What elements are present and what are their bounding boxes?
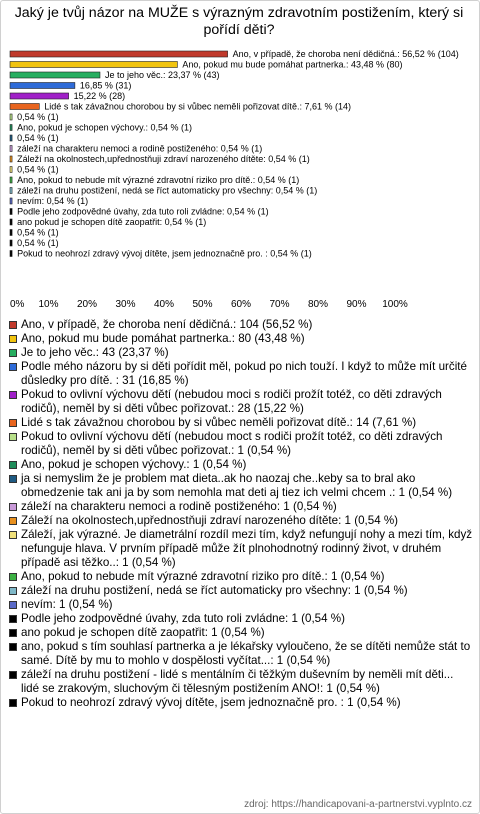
bar-label-6: Lidé s tak závažnou chorobou by si vůbec neměli pořizovat dítě.: 7,61 % (14)	[44, 101, 351, 112]
bar-13	[10, 177, 12, 183]
bar-label-4: 16,85 % (31)	[79, 80, 132, 91]
legend-label: Podle mého názoru by si děti pořídit měl, pokud po nich touží. I když to může mít určité důsledky pro dítě. : 31 (16,85 %)	[21, 360, 467, 387]
legend-swatch	[9, 475, 17, 483]
bar-1	[10, 51, 228, 57]
legend-swatch	[9, 335, 17, 343]
bar-label-3: Je to jeho věc.: 23,37 % (43)	[104, 70, 220, 80]
legend-label: ano pokud je schopen dítě zaopatřit: 1 (0,54 %)	[21, 626, 265, 639]
legend-swatch	[9, 433, 17, 441]
legend-label: ja si nemyslim že je problem mat dieta..ak ho naozaj che..keby sa to bral ako obmedzenie tak ani ja by som nemohla mat deti aj tiez ich velmi chcem .: 1 (0,54 %)	[21, 472, 453, 499]
legend-item	[8, 514, 474, 528]
legend-item	[8, 472, 474, 500]
bar-label-12: 0,54 % (1)	[17, 164, 59, 175]
bar-18	[10, 230, 12, 236]
bar-12	[10, 167, 12, 173]
legend-swatch	[9, 349, 17, 357]
bar-label-5: 15,22 % (28)	[73, 91, 126, 101]
legend-label: Záleží na okolnostech,upřednostňuji zdraví narozeného dítěte: 1 (0,54 %)	[21, 514, 399, 527]
bar-label-9: 0,54 % (1)	[17, 133, 59, 143]
bar-14	[10, 188, 12, 194]
bars-layer	[10, 49, 459, 259]
legend-item	[8, 430, 474, 458]
bar-16	[10, 209, 12, 215]
x-tick-label: 70%	[269, 299, 290, 310]
bar-9	[10, 135, 12, 141]
bar-label-7: 0,54 % (1)	[17, 112, 59, 122]
legend-item	[8, 416, 474, 430]
bar-7	[10, 114, 12, 120]
legend-swatch	[9, 391, 17, 399]
legend-label: Pokud to ovlivní výchovu dětí (nebudou moct s rodiči prožít totéž, co děti zdravých rodičů), neměl by si děti vůbec pořizovat.: 1 (0,54 %)	[21, 430, 443, 457]
bar-15	[10, 198, 12, 204]
legend-label: Ano, v případě, že choroba není dědičná.: 104 (56,52 %)	[21, 318, 313, 331]
legend-swatch	[9, 671, 17, 679]
bar-10	[10, 146, 12, 152]
legend-label: záleží na charakteru nemoci a rodině postiženého: 1 (0,54 %)	[21, 500, 337, 513]
bar-label-19: 0,54 % (1)	[17, 238, 59, 248]
bar-2	[10, 62, 177, 68]
legend-item	[8, 668, 474, 696]
legend-label: Pokud to ovlivní výchovu dětí (nebudou moci s rodiči prožít totéž, co děti zdravých rodičů), neměl by si děti vůbec pořizovat.: 28 (15,22 %)	[21, 388, 442, 415]
x-tick-label: 60%	[230, 299, 252, 310]
legend-swatch	[9, 503, 17, 511]
legend-label: Ano, pokud to nebude mít výrazné zdravotní riziko pro dítě.: 1 (0,54 %)	[21, 570, 385, 583]
legend-swatch	[9, 531, 17, 539]
legend-item	[8, 346, 474, 360]
legend-swatch	[9, 517, 17, 525]
legend-label: Podle jeho zodpovědné úvahy, zda tuto roli zvládne: 1 (0,54 %)	[21, 612, 345, 625]
x-tick-label: 80%	[307, 299, 329, 310]
legend-item	[8, 360, 474, 388]
legend-swatch	[9, 699, 17, 707]
bar-label-15: nevím: 0,54 % (1)	[17, 196, 89, 206]
bar-5	[10, 93, 69, 99]
legend-item	[8, 318, 474, 332]
legend-swatch	[9, 573, 17, 581]
bar-19	[10, 240, 12, 246]
legend-label: Lidé s tak závažnou chorobou by si vůbec neměli pořizovat dítě.: 14 (7,61 %)	[21, 416, 417, 429]
bar-6	[10, 104, 39, 110]
legend-item	[8, 332, 474, 346]
bar-8	[10, 125, 12, 131]
legend-label: záleží na druhu postižení - lidé s mentálním či těžkým duševním by neměli mít děti... lidé se zrakovým, sluchovým či tělesným postižením ANO!: 1 (0,54 %)	[21, 668, 454, 695]
x-axis-ticks	[10, 299, 408, 310]
bar-label-8: Ano, pokud je schopen výchovy.: 0,54 % (1)	[17, 122, 193, 133]
bar-3	[10, 72, 100, 78]
source-note: zdroj: https://handicapovani-a-partnerstvi.vyplnto.cz	[244, 799, 472, 810]
bar-label-1: Ano, v případě, že choroba není dědičná.: 56,52 % (104)	[232, 49, 459, 59]
bar-label-16: Podle jeho zodpovědné úvahy, zda tuto roli zvládne: 0,54 % (1)	[17, 206, 269, 217]
bar-label-10: záleží na charakteru nemoci a rodině postiženého: 0,54 % (1)	[17, 143, 263, 154]
chart-title: Jaký je tvůj názor na MUŽE s výrazným zdravotním postižením, který si pořídí děti?	[14, 5, 464, 38]
legend-item	[8, 528, 474, 570]
x-tick-label: 0%	[10, 299, 25, 310]
legend-item	[8, 500, 474, 514]
legend-swatch	[9, 461, 17, 469]
legend-swatch	[9, 419, 17, 427]
legend-item	[8, 388, 474, 416]
bar-label-17: ano pokud je schopen dítě zaopatřit: 0,54 % (1)	[17, 217, 207, 227]
bar-17	[10, 219, 12, 225]
bar-label-18: 0,54 % (1)	[17, 227, 59, 238]
legend-label: Záleží, jak výrazné. Je diametrální rozdíl mezi tím, když nefungují nohy a mezi tím, když nefunguje hlava. V prvním případě může žít plnohodnotný rodinný život, v druhém případě asi těžko..: 1 (0,54 %)	[21, 528, 473, 569]
legend-label: záleží na druhu postižení, nedá se říct automaticky pro všechny: 1 (0,54 %)	[21, 584, 408, 597]
x-tick-label: 20%	[76, 299, 98, 310]
bar-11	[10, 156, 12, 162]
bar-label-13: Ano, pokud to nebude mít výrazné zdravotní riziko pro dítě.: 0,54 % (1)	[17, 175, 300, 185]
legend-label: Je to jeho věc.: 43 (23,37 %)	[21, 346, 169, 359]
legend-label: nevím: 1 (0,54 %)	[21, 598, 113, 611]
legend-item	[8, 584, 474, 598]
bar-label-14: záleží na druhu postižení, nedá se říct automaticky pro všechny: 0,54 % (1)	[17, 185, 318, 196]
legend-swatch	[9, 601, 17, 609]
x-tick-label: 10%	[38, 299, 59, 310]
legend	[8, 318, 474, 710]
bar-4	[10, 83, 75, 89]
legend-swatch	[9, 629, 17, 637]
x-tick-label: 50%	[192, 299, 213, 310]
legend-swatch	[9, 363, 17, 371]
legend-swatch	[9, 643, 17, 651]
x-tick-label: 40%	[153, 299, 175, 310]
legend-swatch	[9, 615, 17, 623]
legend-label: ano, pokud s tím souhlasí partnerka a je lékařsky vyloučeno, že se dítěti nemůže stát to samé. Dítě by mu to mohlo v dospělosti vyčítat...: 1 (0,54 %)	[21, 640, 471, 667]
legend-item	[8, 598, 474, 612]
bar-20	[10, 251, 12, 257]
legend-item	[8, 458, 474, 472]
legend-item	[8, 570, 474, 584]
legend-label: Pokud to neohrozí zdravý vývoj dítěte, jsem jednoznačně pro. : 1 (0,54 %)	[21, 696, 401, 709]
legend-item	[8, 640, 474, 668]
legend-swatch	[9, 321, 17, 329]
legend-item	[8, 696, 474, 710]
bar-label-11: Záleží na okolnostech,upřednostňuji zdraví narozeného dítěte: 0,54 % (1)	[17, 154, 310, 164]
legend-item	[8, 626, 474, 640]
x-tick-label: 100%	[382, 299, 408, 310]
x-tick-label: 30%	[115, 299, 136, 310]
legend-swatch	[9, 587, 17, 595]
bar-label-20: Pokud to neohrozí zdravý vývoj dítěte, jsem jednoznačně pro. : 0,54 % (1)	[17, 248, 312, 259]
legend-label: Ano, pokud je schopen výchovy.: 1 (0,54 %)	[21, 458, 247, 471]
bar-chart	[0, 0, 480, 320]
legend-label: Ano, pokud mu bude pomáhat partnerka.: 80 (43,48 %)	[21, 332, 305, 345]
bar-label-2: Ano, pokud mu bude pomáhat partnerka.: 43,48 % (80)	[182, 59, 403, 70]
legend-item	[8, 612, 474, 626]
x-tick-label: 90%	[346, 299, 367, 310]
